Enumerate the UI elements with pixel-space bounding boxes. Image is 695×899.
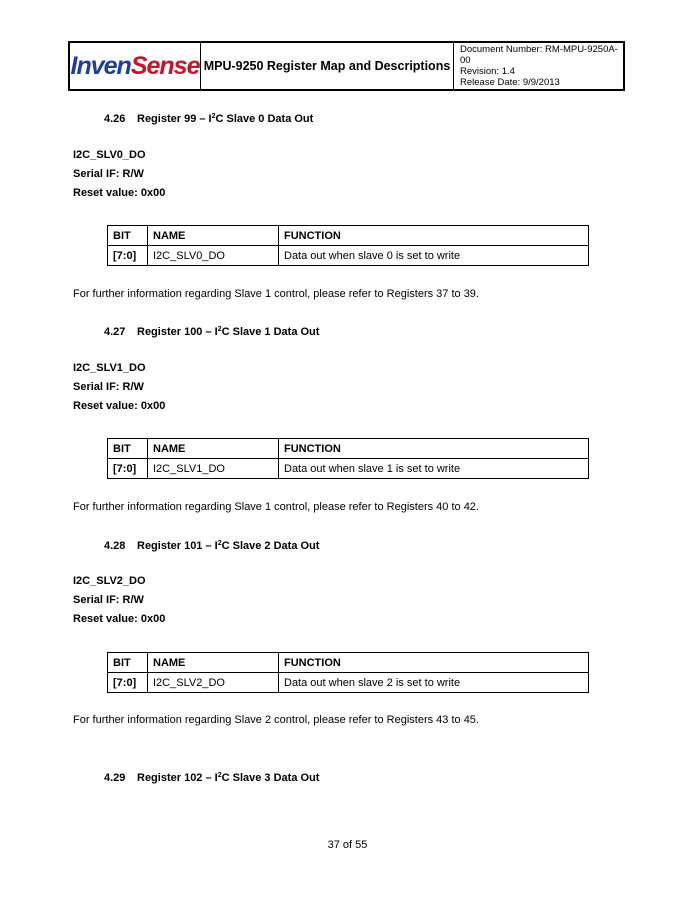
register-table bbox=[107, 438, 589, 479]
serial-if: Serial IF: R/W bbox=[73, 381, 144, 393]
register-name: I2C_SLV1_DO bbox=[73, 362, 146, 374]
column-header: BIT bbox=[108, 439, 148, 459]
section-heading: 4.26 Register $99 - I^2C$ Slave 0 Data Out bbox=[104, 113, 314, 125]
register-name: I2C_SLV2_DO bbox=[73, 575, 146, 587]
name-cell: I2C_SLV2_DO bbox=[148, 673, 279, 693]
note-text: For further information regarding Slave 1 control, please refer to Registers 37 to 39. bbox=[73, 288, 479, 300]
table-row bbox=[108, 246, 589, 266]
section-heading: 4.28 Register $101 - I^2C$ Slave 2 Data Out bbox=[104, 540, 320, 552]
table-header-row bbox=[108, 653, 589, 673]
release-date: Release Date: 9/9/2013 bbox=[460, 77, 560, 88]
serial-if: Serial IF: R/W bbox=[73, 168, 144, 180]
name-cell: I2C_SLV1_DO bbox=[148, 459, 279, 479]
reset-value: Reset value: 0x00 bbox=[73, 400, 166, 412]
document-info bbox=[454, 43, 623, 89]
table-header-row bbox=[108, 439, 589, 459]
column-header: NAME bbox=[148, 226, 279, 246]
function-cell: Data out when slave 1 is set to write bbox=[279, 459, 589, 479]
register-name: I2C_SLV0_DO bbox=[73, 149, 146, 161]
column-header: NAME bbox=[148, 653, 279, 673]
document-header bbox=[68, 41, 625, 91]
bit-cell: [7:0] bbox=[108, 673, 148, 693]
register-table bbox=[107, 652, 589, 693]
column-header: FUNCTION bbox=[279, 226, 589, 246]
table-row bbox=[108, 459, 589, 479]
table-header-row bbox=[108, 226, 589, 246]
serial-if: Serial IF: R/W bbox=[73, 594, 144, 606]
function-cell: Data out when slave 2 is set to write bbox=[279, 673, 589, 693]
column-header: NAME bbox=[148, 439, 279, 459]
section-heading: 4.27 Register $100 - I^2C$ Slave 1 Data Out bbox=[104, 326, 320, 338]
note-text: For further information regarding Slave 1 control, please refer to Registers 40 to 42. bbox=[73, 501, 479, 513]
function-cell: Data out when slave 0 is set to write bbox=[279, 246, 589, 266]
revision: Revision: 1.4 bbox=[460, 66, 515, 77]
document-number: Document Number: RM-MPU-9250A-00 bbox=[460, 44, 618, 66]
bit-cell: [7:0] bbox=[108, 246, 148, 266]
column-header: BIT bbox=[108, 653, 148, 673]
reset-value: Reset value: 0x00 bbox=[73, 187, 166, 199]
name-cell: I2C_SLV0_DO bbox=[148, 246, 279, 266]
reset-value: Reset value: 0x00 bbox=[73, 613, 166, 625]
column-header: FUNCTION bbox=[279, 439, 589, 459]
note-text: For further information regarding Slave 2 control, please refer to Registers 43 to 45. bbox=[73, 714, 479, 726]
section-heading: 4.29 Register $102 - I^2C$ Slave 3 Data Out bbox=[104, 772, 320, 784]
page-number: 37 of 55 bbox=[327, 839, 368, 851]
column-header: BIT bbox=[108, 226, 148, 246]
register-table bbox=[107, 225, 589, 266]
bit-cell: [7:0] bbox=[108, 459, 148, 479]
logo-cell bbox=[70, 43, 201, 89]
document-title: MPU-9250 Register Map and Descriptions bbox=[201, 43, 454, 89]
invensense-logo: InvenSense bbox=[70, 51, 200, 80]
table-row bbox=[108, 673, 589, 693]
column-header: FUNCTION bbox=[279, 653, 589, 673]
